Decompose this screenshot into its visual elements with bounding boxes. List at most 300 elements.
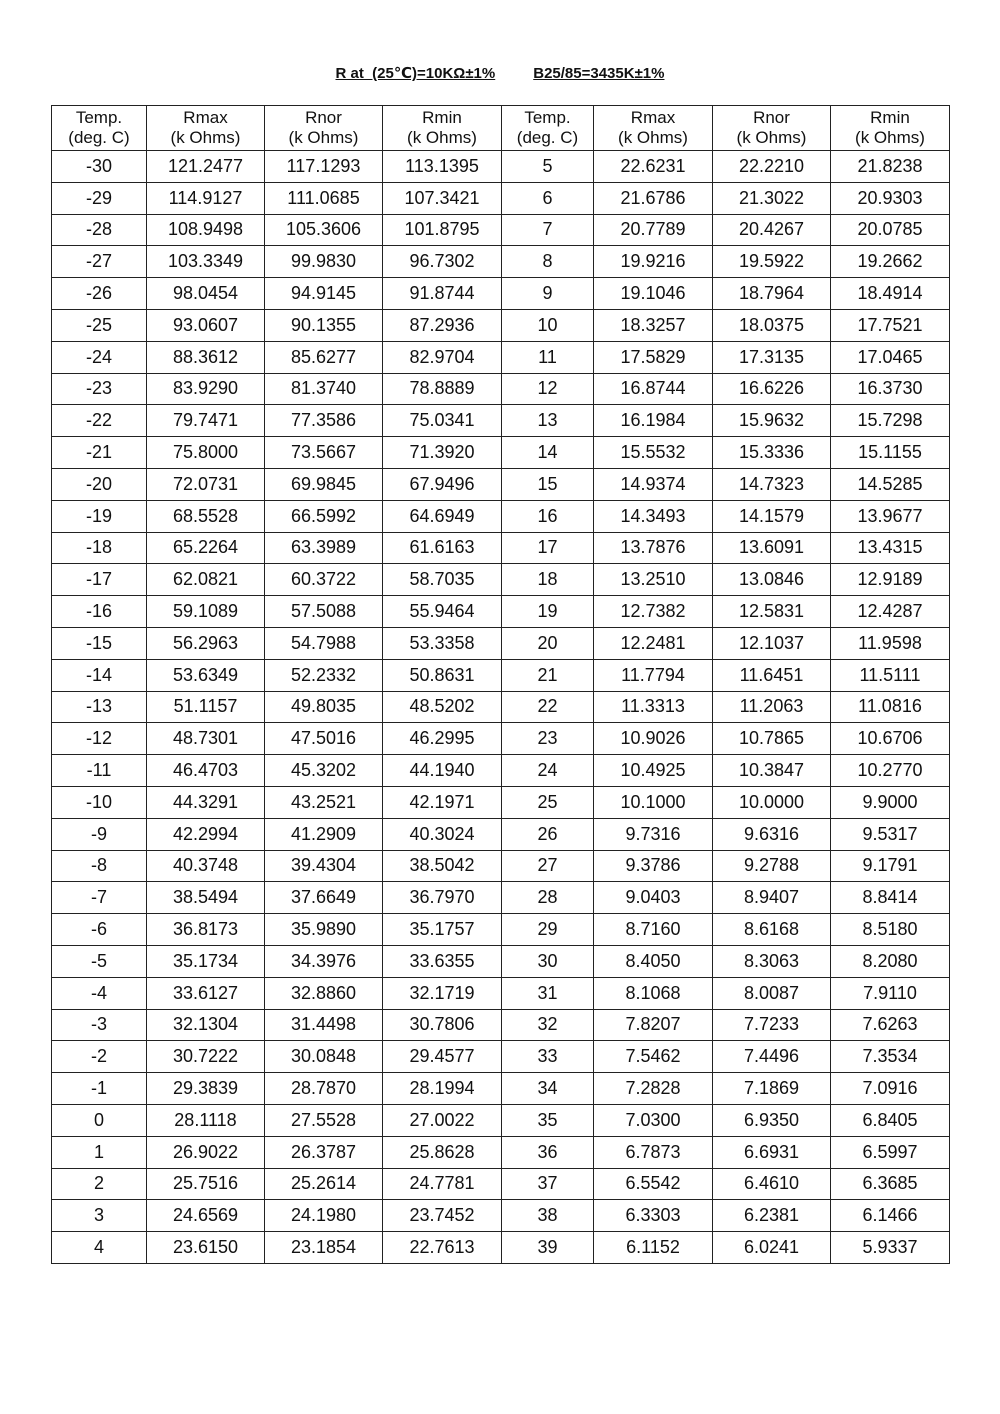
cell-rmax-right: 6.5542	[594, 1168, 713, 1200]
cell-temp-left: -8	[52, 850, 147, 882]
table-row	[52, 659, 950, 691]
cell-rnor-left: 66.5992	[265, 500, 383, 532]
cell-rmin-right: 7.0916	[831, 1073, 950, 1105]
cell-rmin-left: 75.0341	[383, 405, 502, 437]
cell-temp-right: 24	[502, 755, 594, 787]
cell-rmin-left: 67.9496	[383, 468, 502, 500]
cell-rmin-left: 46.2995	[383, 723, 502, 755]
table-header-row	[52, 106, 950, 151]
cell-rnor-right: 6.4610	[713, 1168, 831, 1200]
table-row	[52, 596, 950, 628]
cell-rmin-left: 96.7302	[383, 246, 502, 278]
cell-rmin-right: 9.1791	[831, 850, 950, 882]
cell-rmin-left: 38.5042	[383, 850, 502, 882]
cell-rnor-left: 105.3606	[265, 214, 383, 246]
cell-temp-right: 7	[502, 214, 594, 246]
cell-rmin-right: 17.0465	[831, 341, 950, 373]
table-row	[52, 627, 950, 659]
cell-rmax-left: 42.2994	[147, 818, 265, 850]
cell-rmin-right: 8.5180	[831, 914, 950, 946]
cell-rmax-left: 65.2264	[147, 532, 265, 564]
cell-rmax-right: 21.6786	[594, 182, 713, 214]
cell-temp-left: -27	[52, 246, 147, 278]
cell-rmin-right: 8.2080	[831, 945, 950, 977]
cell-rmax-right: 8.7160	[594, 914, 713, 946]
cell-temp-right: 28	[502, 882, 594, 914]
cell-temp-left: -9	[52, 818, 147, 850]
cell-temp-left: 4	[52, 1232, 147, 1264]
cell-rmax-right: 11.7794	[594, 659, 713, 691]
cell-rmin-left: 91.8744	[383, 278, 502, 310]
header-rmax-right: Rmax (k Ohms)	[594, 106, 713, 151]
cell-rmin-right: 11.5111	[831, 659, 950, 691]
cell-rnor-right: 21.3022	[713, 182, 831, 214]
table-row	[52, 1232, 950, 1264]
cell-rmax-left: 103.3349	[147, 246, 265, 278]
cell-rmax-left: 114.9127	[147, 182, 265, 214]
cell-rnor-left: 81.3740	[265, 373, 383, 405]
cell-rmin-right: 13.9677	[831, 500, 950, 532]
cell-rmax-right: 17.5829	[594, 341, 713, 373]
cell-rnor-right: 12.1037	[713, 627, 831, 659]
cell-temp-right: 6	[502, 182, 594, 214]
cell-rmax-left: 59.1089	[147, 596, 265, 628]
cell-rmin-right: 9.5317	[831, 818, 950, 850]
cell-temp-left: -2	[52, 1041, 147, 1073]
cell-rnor-left: 63.3989	[265, 532, 383, 564]
cell-rnor-left: 37.6649	[265, 882, 383, 914]
cell-rmin-right: 18.4914	[831, 278, 950, 310]
cell-rmax-right: 18.3257	[594, 309, 713, 341]
cell-temp-left: -18	[52, 532, 147, 564]
table-row	[52, 151, 950, 183]
cell-rmax-right: 7.0300	[594, 1104, 713, 1136]
cell-temp-right: 14	[502, 437, 594, 469]
cell-temp-right: 33	[502, 1041, 594, 1073]
header-rnor-left: Rnor (k Ohms)	[265, 106, 383, 151]
table-row	[52, 1168, 950, 1200]
cell-rmin-right: 11.0816	[831, 691, 950, 723]
cell-rmax-right: 9.3786	[594, 850, 713, 882]
cell-rmax-right: 16.8744	[594, 373, 713, 405]
cell-rnor-left: 77.3586	[265, 405, 383, 437]
cell-rnor-right: 9.6316	[713, 818, 831, 850]
table-row	[52, 373, 950, 405]
cell-rmax-left: 35.1734	[147, 945, 265, 977]
cell-rnor-left: 35.9890	[265, 914, 383, 946]
cell-rnor-left: 41.2909	[265, 818, 383, 850]
cell-temp-left: -14	[52, 659, 147, 691]
header-rmax-left: Rmax (k Ohms)	[147, 106, 265, 151]
cell-temp-right: 5	[502, 151, 594, 183]
cell-rmin-right: 8.8414	[831, 882, 950, 914]
table-row	[52, 500, 950, 532]
cell-rnor-right: 14.7323	[713, 468, 831, 500]
cell-rmax-right: 19.1046	[594, 278, 713, 310]
cell-rmax-left: 108.9498	[147, 214, 265, 246]
cell-rmax-left: 68.5528	[147, 500, 265, 532]
cell-rmin-right: 19.2662	[831, 246, 950, 278]
header-temp-right: Temp. (deg. C)	[502, 106, 594, 151]
table-row	[52, 818, 950, 850]
table-row	[52, 882, 950, 914]
cell-rmax-right: 22.6231	[594, 151, 713, 183]
cell-rnor-right: 15.9632	[713, 405, 831, 437]
cell-temp-left: -16	[52, 596, 147, 628]
cell-temp-right: 39	[502, 1232, 594, 1264]
table-row	[52, 214, 950, 246]
cell-temp-left: -24	[52, 341, 147, 373]
cell-rnor-left: 52.2332	[265, 659, 383, 691]
cell-rmin-left: 107.3421	[383, 182, 502, 214]
cell-temp-left: 3	[52, 1200, 147, 1232]
cell-rnor-left: 73.5667	[265, 437, 383, 469]
table-row	[52, 405, 950, 437]
cell-rnor-right: 6.0241	[713, 1232, 831, 1264]
cell-rmin-right: 21.8238	[831, 151, 950, 183]
cell-temp-left: -12	[52, 723, 147, 755]
cell-rnor-right: 8.9407	[713, 882, 831, 914]
cell-rnor-right: 7.1869	[713, 1073, 831, 1105]
cell-rmin-left: 40.3024	[383, 818, 502, 850]
table-row	[52, 437, 950, 469]
cell-rnor-left: 34.3976	[265, 945, 383, 977]
cell-rnor-right: 8.6168	[713, 914, 831, 946]
title-resistance-spec: R at (25℃)=10KΩ±1%	[335, 65, 496, 82]
table-row	[52, 246, 950, 278]
cell-temp-right: 10	[502, 309, 594, 341]
cell-temp-right: 23	[502, 723, 594, 755]
table-row	[52, 1073, 950, 1105]
table-row	[52, 278, 950, 310]
cell-rmin-left: 28.1994	[383, 1073, 502, 1105]
cell-rmax-right: 10.4925	[594, 755, 713, 787]
cell-temp-right: 38	[502, 1200, 594, 1232]
cell-temp-right: 25	[502, 786, 594, 818]
cell-temp-left: -13	[52, 691, 147, 723]
cell-rnor-left: 57.5088	[265, 596, 383, 628]
cell-temp-left: -22	[52, 405, 147, 437]
cell-rnor-left: 47.5016	[265, 723, 383, 755]
cell-rmax-left: 56.2963	[147, 627, 265, 659]
cell-temp-right: 13	[502, 405, 594, 437]
cell-rnor-right: 14.1579	[713, 500, 831, 532]
cell-rnor-right: 9.2788	[713, 850, 831, 882]
cell-rmin-left: 87.2936	[383, 309, 502, 341]
cell-rnor-left: 43.2521	[265, 786, 383, 818]
cell-rmax-right: 16.1984	[594, 405, 713, 437]
table-row	[52, 723, 950, 755]
cell-rmax-left: 36.8173	[147, 914, 265, 946]
table-row	[52, 564, 950, 596]
cell-rnor-left: 90.1355	[265, 309, 383, 341]
cell-rnor-right: 6.2381	[713, 1200, 831, 1232]
cell-rmax-left: 44.3291	[147, 786, 265, 818]
cell-rmax-left: 30.7222	[147, 1041, 265, 1073]
cell-temp-left: -15	[52, 627, 147, 659]
table-row	[52, 1200, 950, 1232]
cell-rmin-right: 15.1155	[831, 437, 950, 469]
cell-rmin-right: 16.3730	[831, 373, 950, 405]
cell-temp-left: -21	[52, 437, 147, 469]
cell-rmin-left: 36.7970	[383, 882, 502, 914]
cell-rnor-left: 31.4498	[265, 1009, 383, 1041]
cell-rmax-right: 9.0403	[594, 882, 713, 914]
cell-rmax-right: 7.5462	[594, 1041, 713, 1073]
cell-temp-left: -10	[52, 786, 147, 818]
cell-temp-right: 11	[502, 341, 594, 373]
cell-temp-right: 35	[502, 1104, 594, 1136]
cell-temp-left: -30	[52, 151, 147, 183]
cell-temp-right: 30	[502, 945, 594, 977]
cell-rnor-right: 6.9350	[713, 1104, 831, 1136]
cell-temp-left: -6	[52, 914, 147, 946]
cell-rmax-left: 72.0731	[147, 468, 265, 500]
cell-rmax-right: 11.3313	[594, 691, 713, 723]
cell-rmin-right: 15.7298	[831, 405, 950, 437]
cell-rnor-right: 13.6091	[713, 532, 831, 564]
cell-rnor-right: 18.0375	[713, 309, 831, 341]
cell-rmax-right: 6.3303	[594, 1200, 713, 1232]
cell-temp-right: 37	[502, 1168, 594, 1200]
cell-rmin-right: 6.3685	[831, 1168, 950, 1200]
cell-rmin-left: 29.4577	[383, 1041, 502, 1073]
cell-rmin-left: 27.0022	[383, 1104, 502, 1136]
cell-rmin-right: 12.4287	[831, 596, 950, 628]
cell-rmin-left: 32.1719	[383, 977, 502, 1009]
table-row	[52, 182, 950, 214]
cell-temp-left: -1	[52, 1073, 147, 1105]
cell-rnor-left: 45.3202	[265, 755, 383, 787]
cell-rmax-left: 93.0607	[147, 309, 265, 341]
cell-temp-left: -5	[52, 945, 147, 977]
cell-rnor-left: 54.7988	[265, 627, 383, 659]
cell-rmax-left: 29.3839	[147, 1073, 265, 1105]
cell-rmax-left: 75.8000	[147, 437, 265, 469]
cell-temp-right: 27	[502, 850, 594, 882]
cell-rnor-right: 18.7964	[713, 278, 831, 310]
cell-temp-right: 21	[502, 659, 594, 691]
header-temp-left: Temp. (deg. C)	[52, 106, 147, 151]
cell-rnor-right: 7.4496	[713, 1041, 831, 1073]
cell-rmin-right: 6.5997	[831, 1136, 950, 1168]
cell-rmin-right: 7.9110	[831, 977, 950, 1009]
cell-rmax-left: 28.1118	[147, 1104, 265, 1136]
table-row	[52, 309, 950, 341]
cell-rmax-left: 32.1304	[147, 1009, 265, 1041]
cell-temp-right: 17	[502, 532, 594, 564]
cell-rmin-right: 20.0785	[831, 214, 950, 246]
cell-rmin-left: 25.8628	[383, 1136, 502, 1168]
cell-temp-left: -20	[52, 468, 147, 500]
resistance-temperature-table	[51, 105, 950, 1264]
cell-rnor-right: 10.3847	[713, 755, 831, 787]
cell-rmax-left: 33.6127	[147, 977, 265, 1009]
cell-rnor-left: 25.2614	[265, 1168, 383, 1200]
cell-rmax-left: 38.5494	[147, 882, 265, 914]
cell-rmax-right: 6.7873	[594, 1136, 713, 1168]
cell-rmin-left: 23.7452	[383, 1200, 502, 1232]
cell-rmax-right: 14.3493	[594, 500, 713, 532]
cell-rnor-left: 117.1293	[265, 151, 383, 183]
table-row	[52, 755, 950, 787]
cell-rmax-right: 15.5532	[594, 437, 713, 469]
table-row	[52, 691, 950, 723]
cell-temp-right: 36	[502, 1136, 594, 1168]
cell-rnor-left: 26.3787	[265, 1136, 383, 1168]
cell-rnor-left: 32.8860	[265, 977, 383, 1009]
cell-rmax-right: 9.7316	[594, 818, 713, 850]
cell-rnor-right: 8.0087	[713, 977, 831, 1009]
cell-temp-right: 15	[502, 468, 594, 500]
cell-temp-right: 32	[502, 1009, 594, 1041]
table-row	[52, 1136, 950, 1168]
cell-rnor-right: 20.4267	[713, 214, 831, 246]
cell-rnor-left: 23.1854	[265, 1232, 383, 1264]
cell-temp-left: -29	[52, 182, 147, 214]
cell-rmax-left: 83.9290	[147, 373, 265, 405]
cell-rnor-right: 6.6931	[713, 1136, 831, 1168]
table-row	[52, 468, 950, 500]
cell-rmax-right: 13.2510	[594, 564, 713, 596]
cell-rnor-left: 69.9845	[265, 468, 383, 500]
cell-rmax-right: 7.2828	[594, 1073, 713, 1105]
cell-rnor-left: 94.9145	[265, 278, 383, 310]
header-rmin-left: Rmin (k Ohms)	[383, 106, 502, 151]
cell-rnor-left: 99.9830	[265, 246, 383, 278]
cell-temp-left: -28	[52, 214, 147, 246]
cell-rmin-left: 78.8889	[383, 373, 502, 405]
cell-temp-right: 34	[502, 1073, 594, 1105]
cell-rnor-right: 11.6451	[713, 659, 831, 691]
table-row	[52, 532, 950, 564]
cell-rmax-left: 24.6569	[147, 1200, 265, 1232]
cell-temp-left: -25	[52, 309, 147, 341]
cell-rmin-left: 35.1757	[383, 914, 502, 946]
cell-rmin-right: 7.3534	[831, 1041, 950, 1073]
table-row	[52, 1041, 950, 1073]
cell-temp-left: 0	[52, 1104, 147, 1136]
cell-rmin-right: 10.2770	[831, 755, 950, 787]
cell-rmin-left: 50.8631	[383, 659, 502, 691]
cell-rmax-right: 8.1068	[594, 977, 713, 1009]
cell-rnor-right: 8.3063	[713, 945, 831, 977]
cell-temp-right: 31	[502, 977, 594, 1009]
cell-rmin-left: 53.3358	[383, 627, 502, 659]
cell-rnor-right: 12.5831	[713, 596, 831, 628]
cell-temp-left: 2	[52, 1168, 147, 1200]
table-row	[52, 1009, 950, 1041]
cell-rmin-right: 10.6706	[831, 723, 950, 755]
cell-rmax-right: 19.9216	[594, 246, 713, 278]
cell-temp-left: -19	[52, 500, 147, 532]
cell-rnor-left: 85.6277	[265, 341, 383, 373]
table-row	[52, 850, 950, 882]
cell-rnor-right: 19.5922	[713, 246, 831, 278]
cell-rnor-right: 13.0846	[713, 564, 831, 596]
cell-temp-left: -4	[52, 977, 147, 1009]
cell-rnor-right: 22.2210	[713, 151, 831, 183]
table-row	[52, 914, 950, 946]
cell-rmin-left: 64.6949	[383, 500, 502, 532]
cell-rmax-left: 48.7301	[147, 723, 265, 755]
cell-rmin-left: 58.7035	[383, 564, 502, 596]
cell-rmin-left: 30.7806	[383, 1009, 502, 1041]
cell-rmax-left: 79.7471	[147, 405, 265, 437]
table-row	[52, 1104, 950, 1136]
cell-rmin-left: 33.6355	[383, 945, 502, 977]
cell-rmax-left: 121.2477	[147, 151, 265, 183]
cell-temp-right: 19	[502, 596, 594, 628]
cell-temp-right: 16	[502, 500, 594, 532]
cell-temp-left: -23	[52, 373, 147, 405]
cell-rnor-left: 30.0848	[265, 1041, 383, 1073]
cell-rmin-left: 55.9464	[383, 596, 502, 628]
cell-rmin-left: 61.6163	[383, 532, 502, 564]
table-row	[52, 341, 950, 373]
cell-rmin-right: 13.4315	[831, 532, 950, 564]
header-rnor-right: Rnor (k Ohms)	[713, 106, 831, 151]
cell-rnor-left: 111.0685	[265, 182, 383, 214]
cell-rnor-left: 24.1980	[265, 1200, 383, 1232]
cell-rnor-right: 16.6226	[713, 373, 831, 405]
cell-rmin-left: 101.8795	[383, 214, 502, 246]
cell-rnor-right: 15.3336	[713, 437, 831, 469]
cell-rmax-left: 23.6150	[147, 1232, 265, 1264]
cell-rmax-left: 25.7516	[147, 1168, 265, 1200]
cell-rmax-right: 10.9026	[594, 723, 713, 755]
cell-temp-left: 1	[52, 1136, 147, 1168]
cell-temp-right: 12	[502, 373, 594, 405]
cell-rmin-left: 44.1940	[383, 755, 502, 787]
cell-rmax-right: 13.7876	[594, 532, 713, 564]
cell-rmax-left: 26.9022	[147, 1136, 265, 1168]
cell-rmin-right: 12.9189	[831, 564, 950, 596]
cell-rmax-left: 62.0821	[147, 564, 265, 596]
cell-rnor-right: 10.0000	[713, 786, 831, 818]
cell-temp-left: -26	[52, 278, 147, 310]
cell-temp-right: 20	[502, 627, 594, 659]
cell-rmin-right: 17.7521	[831, 309, 950, 341]
cell-temp-right: 9	[502, 278, 594, 310]
cell-rnor-left: 27.5528	[265, 1104, 383, 1136]
cell-rmin-right: 9.9000	[831, 786, 950, 818]
cell-rmin-right: 6.8405	[831, 1104, 950, 1136]
cell-rmax-right: 20.7789	[594, 214, 713, 246]
table-row	[52, 945, 950, 977]
cell-rmin-left: 42.1971	[383, 786, 502, 818]
cell-rnor-right: 7.7233	[713, 1009, 831, 1041]
cell-rmin-right: 5.9337	[831, 1232, 950, 1264]
document-title	[0, 64, 1000, 82]
cell-temp-right: 8	[502, 246, 594, 278]
cell-rmax-right: 8.4050	[594, 945, 713, 977]
cell-rmax-left: 98.0454	[147, 278, 265, 310]
cell-rnor-left: 28.7870	[265, 1073, 383, 1105]
cell-rnor-right: 11.2063	[713, 691, 831, 723]
cell-rmax-right: 14.9374	[594, 468, 713, 500]
cell-rmin-right: 14.5285	[831, 468, 950, 500]
cell-rmin-right: 7.6263	[831, 1009, 950, 1041]
cell-rmax-right: 6.1152	[594, 1232, 713, 1264]
cell-temp-left: -11	[52, 755, 147, 787]
cell-temp-right: 29	[502, 914, 594, 946]
cell-rmin-left: 113.1395	[383, 151, 502, 183]
cell-rmin-left: 71.3920	[383, 437, 502, 469]
cell-temp-left: -7	[52, 882, 147, 914]
cell-temp-left: -3	[52, 1009, 147, 1041]
cell-rnor-right: 10.7865	[713, 723, 831, 755]
